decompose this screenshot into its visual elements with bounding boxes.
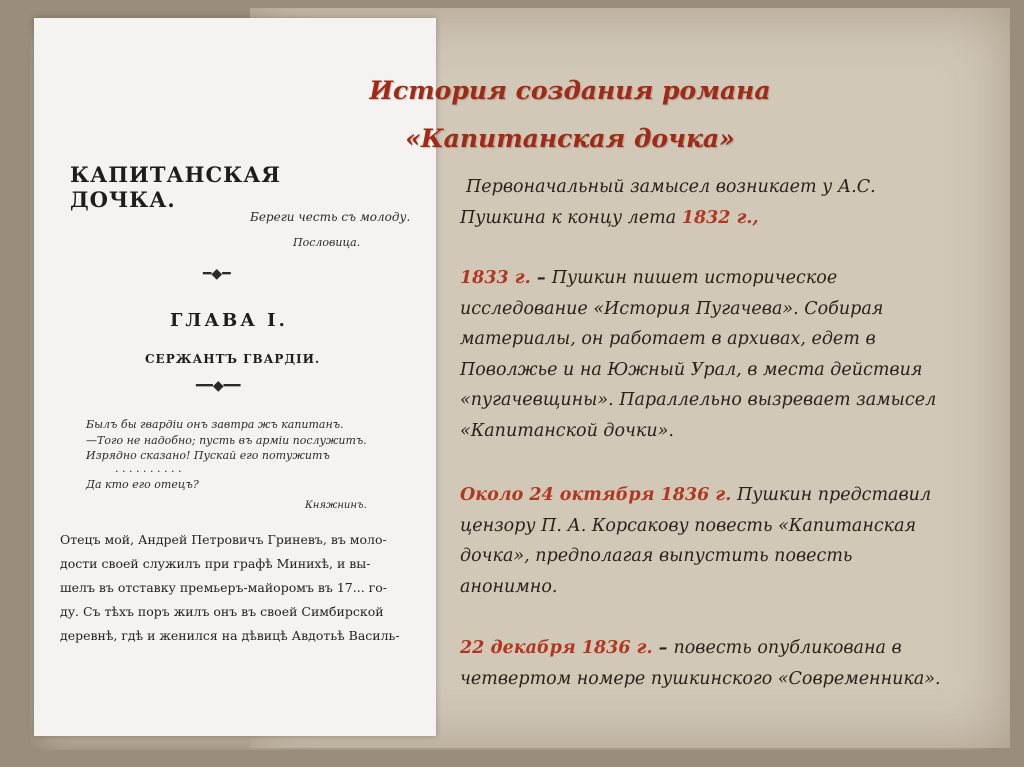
timeline-dash: – bbox=[652, 638, 674, 658]
scan-verse-line: . . . . . . . . . . bbox=[115, 462, 182, 475]
scan-epigraph-source: Пословица. bbox=[293, 236, 361, 249]
timeline-text: повесть опубликована в четвертом номере пушкинского «Современника». bbox=[460, 638, 941, 689]
timeline-text: Пушкин пишет историческое исследование «История Пугачева». Собирая материалы, он работает в архивах, едет в Поволжье и на Южный Урал, в места действия «пугачевщины». Параллельно вызревает замысел «Капитанской дочки». bbox=[460, 268, 937, 441]
timeline-date: 1832 г., bbox=[681, 207, 759, 228]
timeline-date: 22 декабря 1836 г. bbox=[460, 638, 653, 658]
ornament-divider: ━━◆━━ bbox=[196, 378, 241, 394]
scan-verse-source: Княжнинъ. bbox=[305, 500, 367, 511]
scan-title: КАПИТАНСКАЯ ДОЧКА. bbox=[70, 162, 281, 212]
timeline-date: 1833 г. bbox=[460, 268, 531, 288]
scan-chapter: ГЛАВА I. bbox=[170, 310, 288, 331]
timeline-item-1832 bbox=[460, 172, 950, 233]
scan-verse-line: —Того не надобно; пусть въ арміи послужитъ. bbox=[86, 434, 367, 447]
ornament-divider: ━◆━ bbox=[203, 266, 231, 282]
scan-prose-line: Отецъ мой, Андрей Петровичъ Гриневъ, въ моло- bbox=[60, 532, 387, 547]
scan-verse-line: Изрядно сказано! Пускай его потужитъ bbox=[86, 449, 330, 462]
scan-prose-line: ду. Съ тѣхъ поръ жилъ онъ въ своей Симбирской bbox=[60, 604, 384, 619]
timeline-date: Около 24 октября 1836 г. bbox=[460, 485, 732, 505]
slide-title: История создания романа bbox=[369, 76, 771, 105]
scan-epigraph: Береги честь съ молоду. bbox=[250, 210, 411, 224]
scan-prose-line: деревнѣ, гдѣ и женился на дѣвицѣ Авдотьѣ Василь- bbox=[60, 628, 400, 643]
timeline-item-dec-1836 bbox=[460, 633, 950, 694]
timeline-text: Пушкин представил цензору П. А. Корсакову повесть «Капитанская дочка», предполагая выпустить повесть анонимно. bbox=[460, 485, 932, 597]
timeline-item-1833 bbox=[460, 263, 950, 446]
scan-verse-line: Да кто его отецъ? bbox=[86, 478, 199, 491]
timeline-item-oct-1836 bbox=[460, 480, 950, 602]
scan-verse-line: Былъ бы гвардіи онъ завтра жъ капитанъ. bbox=[86, 418, 344, 431]
scan-prose-line: шелъ въ отставку премьеръ-майоромъ въ 17... го- bbox=[60, 580, 387, 595]
timeline-dash: – bbox=[530, 268, 552, 288]
slide-subtitle: «Капитанская дочка» bbox=[405, 124, 735, 153]
timeline-text: Первоначальный замысел возникает у А.С. Пушкина к концу лета bbox=[460, 177, 876, 228]
scan-subtitle: СЕРЖАНТЪ ГВАРДІИ. bbox=[145, 352, 321, 366]
scan-prose-line: дости своей служилъ при графѣ Минихѣ, и вы- bbox=[60, 556, 371, 571]
